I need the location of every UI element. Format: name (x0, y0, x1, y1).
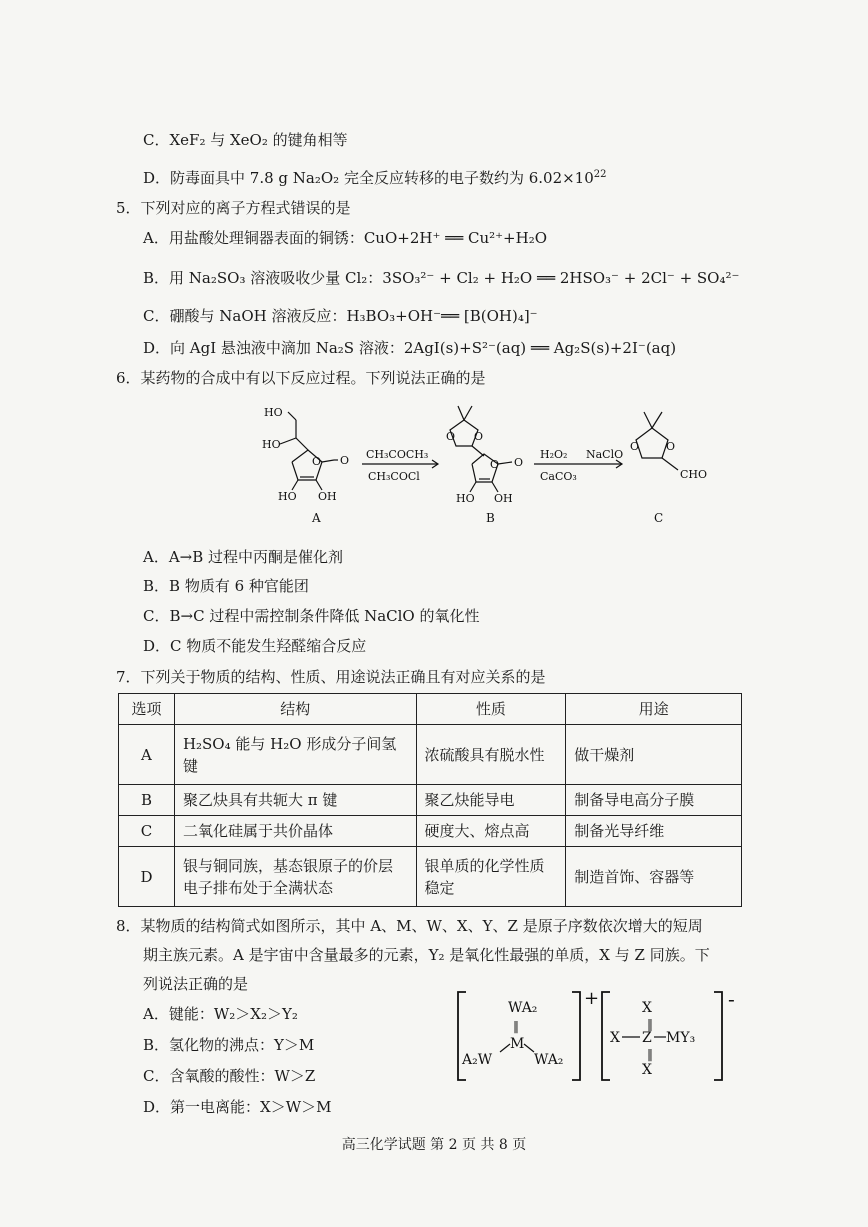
q7-table (118, 693, 742, 907)
mol-a-carbonyl-o: O (340, 454, 350, 467)
mol-b-o1: O (446, 430, 456, 443)
page-footer: 高三化学试题 第 2 页 共 8 页 (341, 1137, 527, 1153)
mol-b-ho: HO (456, 492, 475, 505)
anion-double-bond-bottom: ‖ (647, 1047, 653, 1061)
row-c-option: C (119, 816, 175, 847)
anion-z: Z (642, 1030, 652, 1046)
q6-option-b: B．B 物质有 6 种官能团 (143, 577, 309, 595)
mol-c-o2: O (666, 440, 676, 453)
mol-a-label: A (312, 511, 321, 525)
table-row (119, 847, 742, 907)
header-property: 性质 (416, 694, 566, 725)
row-b-use: 制备导电高分子膜 (566, 785, 742, 816)
mol-a-ho-mid: HO (262, 438, 281, 451)
header-structure: 结构 (174, 694, 416, 725)
anion-brackets (602, 992, 722, 1080)
row-c-use: 制备光导纤维 (566, 816, 742, 847)
q5-option-c: C．硼酸与 NaOH 溶液反应：H₃BO₃+OH⁻══ [B(OH)₄]⁻ (143, 307, 538, 325)
q4-option-d-text: D．防毒面具中 7.8 g Na₂O₂ 完全反应转移的电子数约为 6.02×10 (143, 169, 594, 187)
reagent3: NaClO (586, 448, 624, 461)
mol-b-o2: O (474, 430, 484, 443)
mol-b-carbonyl-o: O (514, 456, 524, 469)
q4-option-d-exponent: 22 (593, 169, 607, 180)
cation-double-bond: ‖ (513, 1019, 519, 1033)
mol-c-label: C (654, 511, 664, 525)
mol-a-oh-bottom: OH (318, 490, 337, 503)
row-b-structure: 聚乙炔具有共轭大 π 键 (174, 785, 416, 816)
mol-c-o1: O (630, 440, 640, 453)
row-d-use: 制造首饰、容器等 (566, 847, 742, 907)
reaction-scheme (250, 398, 720, 528)
cation-wa2-top: WA₂ (508, 1000, 538, 1016)
cation-wa2-right: WA₂ (534, 1052, 564, 1068)
q4-option-c: C．XeF₂ 与 XeO₂ 的键角相等 (143, 131, 348, 149)
reagent2-bottom: CaCO₃ (540, 470, 577, 483)
row-c-property: 硬度大、熔点高 (416, 816, 566, 847)
row-a-option: A (119, 725, 175, 785)
row-d-structure: 银与铜同族，基态银原子的价层电子排布处于全满状态 (174, 847, 416, 907)
arrow-1 (362, 460, 438, 468)
q6-option-c: C．B→C 过程中需控制条件降低 NaClO 的氧化性 (143, 607, 480, 625)
anion-x-bottom: X (642, 1062, 652, 1078)
row-d-option: D (119, 847, 175, 907)
table-row (119, 816, 742, 847)
row-a-structure: H₂SO₄ 能与 H₂O 形成分子间氢键 (174, 725, 416, 785)
row-c-structure: 二氧化硅属于共价晶体 (174, 816, 416, 847)
row-a-use: 做干燥剂 (566, 725, 742, 785)
molecule-a (280, 412, 338, 490)
arrow-2 (534, 460, 622, 468)
mol-a-ho-top: HO (264, 406, 283, 419)
q8-option-b: B．氢化物的沸点：Y＞M (143, 1036, 315, 1054)
q4-option-d (143, 165, 607, 188)
q6-option-d: D．C 物质不能发生羟醛缩合反应 (143, 637, 367, 655)
reagent1-bottom: CH₃COCl (368, 470, 420, 483)
anion-double-bond-top: ‖ (647, 1017, 653, 1031)
row-a-property: 浓硫酸具有脱水性 (416, 725, 566, 785)
row-b-property: 聚乙炔能导电 (416, 785, 566, 816)
reagent2-top: H₂O₂ (540, 448, 568, 461)
mol-c-cho: CHO (680, 468, 708, 481)
q8-stem-line3: 列说法正确的是 (143, 975, 249, 993)
header-option: 选项 (119, 694, 175, 725)
anion-x-top: X (642, 1000, 652, 1016)
q8-option-a: A．键能：W₂＞X₂＞Y₂ (143, 1005, 298, 1023)
row-b-option: B (119, 785, 175, 816)
mol-b-label: B (486, 511, 495, 525)
q8-structure (452, 990, 752, 1090)
q8-option-d: D．第一电离能：X＞W＞M (143, 1098, 332, 1116)
mol-b-ring-o: O (490, 458, 500, 471)
cation-m: M (510, 1036, 525, 1052)
q8-stem-line1: 8．某物质的结构简式如图所示，其中 A、M、W、X、Y、Z 是原子序数依次增大的短周 (116, 917, 703, 935)
table-row (119, 725, 742, 785)
mol-a-ho-bottom: HO (278, 490, 297, 503)
header-use: 用途 (566, 694, 742, 725)
reagent1-top: CH₃COCH₃ (366, 448, 429, 461)
mol-a-ring-o: O (312, 455, 322, 468)
cation-charge: + (584, 990, 600, 1009)
anion-x-left: X (610, 1030, 620, 1046)
cation-a2w: A₂W (462, 1052, 493, 1068)
q5-option-a: A．用盐酸处理铜器表面的铜锈：CuO+2H⁺ ══ Cu²⁺+H₂O (143, 229, 548, 247)
q8-stem-line2: 期主族元素。A 是宇宙中含量最多的元素，Y₂ 是氧化性最强的单质，X 与 Z 同族。下 (143, 946, 710, 964)
q6-stem: 6．某药物的合成中有以下反应过程。下列说法正确的是 (116, 369, 486, 387)
q7-stem: 7．下列关于物质的结构、性质、用途说法正确且有对应关系的是 (116, 668, 546, 686)
molecule-b (450, 406, 512, 492)
anion-charge: - (728, 990, 735, 1011)
q5-stem: 5．下列对应的离子方程式错误的是 (116, 199, 351, 217)
table-header-row (119, 694, 742, 725)
q6-option-a: A．A→B 过程中丙酮是催化剂 (143, 548, 344, 566)
row-d-property: 银单质的化学性质稳定 (416, 847, 566, 907)
table-row (119, 785, 742, 816)
q8-option-c: C．含氧酸的酸性：W＞Z (143, 1067, 316, 1085)
q5-option-b: B．用 Na₂SO₃ 溶液吸收少量 Cl₂：3SO₃²⁻ + Cl₂ + H₂O ══ 2HSO₃⁻ + 2Cl⁻ + SO₄²⁻ (143, 269, 740, 287)
q5-option-d: D．向 AgI 悬浊液中滴加 Na₂S 溶液：2AgI(s)+S²⁻(aq) ══ Ag₂S(s)+2I⁻(aq) (143, 339, 677, 357)
mol-b-oh: OH (494, 492, 513, 505)
anion-my3: MY₃ (666, 1030, 696, 1046)
